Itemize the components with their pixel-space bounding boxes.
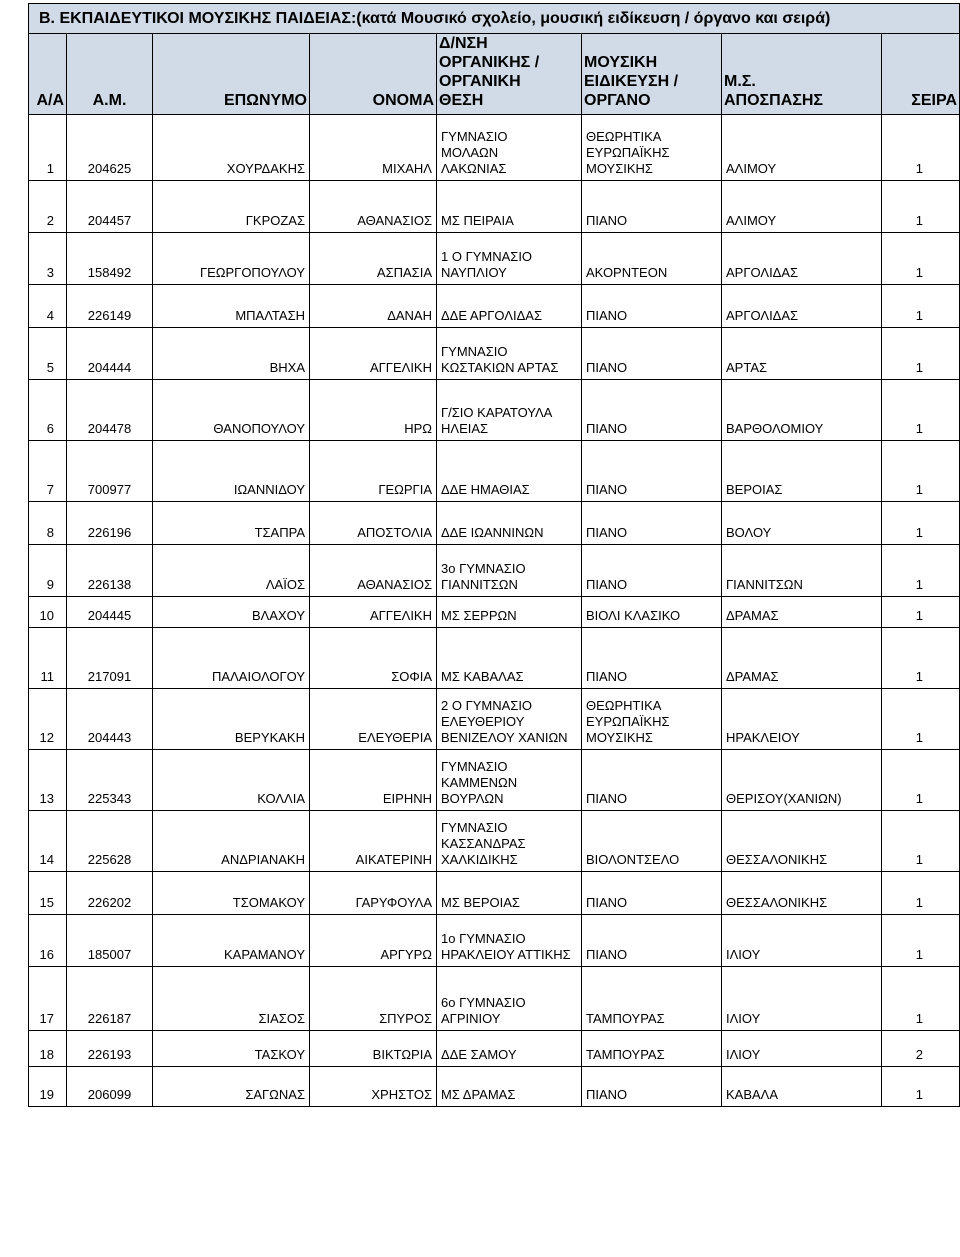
cell-surname: ΚΑΡΑΜΑΝΟΥ: [153, 915, 310, 967]
table-title: Β. ΕΚΠΑΙΔΕΥΤΙΚΟΙ ΜΟΥΣΙΚΗΣ ΠΑΙΔΕΙΑΣ:(κατά Μουσικό σχολείο, μουσική ειδίκευση / όργανο και σειρά): [29, 4, 960, 34]
table-row: [29, 115, 960, 181]
table-row: [29, 628, 960, 689]
cell-specialization: ΘΕΩΡΗΤΙΚΑ ΕΥΡΩΠΑΪΚΗΣ ΜΟΥΣΙΚΗΣ: [582, 689, 722, 750]
cell-secondment: ΑΡΤΑΣ: [722, 328, 882, 380]
cell-first-name: ΓΑΡΥΦΟΥΛΑ: [310, 872, 437, 915]
cell-first-name: ΔΑΝΑΗ: [310, 285, 437, 328]
cell-specialization: ΠΙΑΝΟ: [582, 285, 722, 328]
cell-specialization: ΠΙΑΝΟ: [582, 181, 722, 233]
cell-secondment: ΒΕΡΟΙΑΣ: [722, 441, 882, 502]
cell-am: 204625: [67, 115, 153, 181]
header-am: Α.Μ.: [67, 34, 153, 115]
cell-order: 1: [882, 285, 960, 328]
cell-first-name: ΒΙΚΤΩΡΙΑ: [310, 1031, 437, 1067]
cell-organic-position: ΜΣ ΠΕΙΡΑΙΑ: [437, 181, 582, 233]
cell-order: 1: [882, 1067, 960, 1107]
cell-secondment: ΗΡΑΚΛΕΙΟΥ: [722, 689, 882, 750]
cell-organic-position: ΜΣ ΚΑΒΑΛΑΣ: [437, 628, 582, 689]
cell-am: 185007: [67, 915, 153, 967]
cell-secondment: ΑΡΓΟΛΙΔΑΣ: [722, 285, 882, 328]
table-row: [29, 750, 960, 811]
cell-secondment: ΑΡΓΟΛΙΔΑΣ: [722, 233, 882, 285]
cell-order: 1: [882, 597, 960, 628]
cell-first-name: ΑΘΑΝΑΣΙΟΣ: [310, 181, 437, 233]
cell-specialization: ΠΙΑΝΟ: [582, 915, 722, 967]
cell-organic-position: ΔΔΕ ΗΜΑΘΙΑΣ: [437, 441, 582, 502]
cell-am: 226202: [67, 872, 153, 915]
cell-order: 1: [882, 915, 960, 967]
cell-surname: ΒΗΧΑ: [153, 328, 310, 380]
cell-organic-position: Γ/ΣΙΟ ΚΑΡΑΤΟΥΛΑ ΗΛΕΙΑΣ: [437, 380, 582, 441]
roster-sheet: [28, 3, 959, 1107]
cell-aa: 4: [29, 285, 67, 328]
cell-order: 2: [882, 1031, 960, 1067]
header-first-name: ΟΝΟΜΑ: [310, 34, 437, 115]
cell-specialization: ΤΑΜΠΟΥΡΑΣ: [582, 967, 722, 1031]
cell-secondment: ΑΛΙΜΟΥ: [722, 181, 882, 233]
cell-secondment: ΙΛΙΟΥ: [722, 967, 882, 1031]
cell-specialization: ΒΙΟΛΟΝΤΣΕΛΟ: [582, 811, 722, 872]
table-row: [29, 811, 960, 872]
cell-order: 1: [882, 545, 960, 597]
cell-organic-position: 1ο ΓΥΜΝΑΣΙΟ ΗΡΑΚΛΕΙΟΥ ΑΤΤΙΚΗΣ: [437, 915, 582, 967]
cell-order: 1: [882, 967, 960, 1031]
cell-specialization: ΠΙΑΝΟ: [582, 872, 722, 915]
cell-organic-position: ΓΥΜΝΑΣΙΟ ΜΟΛΑΩΝ ΛΑΚΩΝΙΑΣ: [437, 115, 582, 181]
cell-surname: ΓΚΡΟΖΑΣ: [153, 181, 310, 233]
cell-order: 1: [882, 181, 960, 233]
cell-surname: ΠΑΛΑΙΟΛΟΓΟΥ: [153, 628, 310, 689]
cell-am: 226138: [67, 545, 153, 597]
cell-first-name: ΑΓΓΕΛΙΚΗ: [310, 597, 437, 628]
table-row: [29, 285, 960, 328]
cell-secondment: ΙΛΙΟΥ: [722, 915, 882, 967]
cell-first-name: ΣΠΥΡΟΣ: [310, 967, 437, 1031]
cell-specialization: ΘΕΩΡΗΤΙΚΑ ΕΥΡΩΠΑΪΚΗΣ ΜΟΥΣΙΚΗΣ: [582, 115, 722, 181]
cell-am: 700977: [67, 441, 153, 502]
cell-organic-position: ΜΣ ΔΡΑΜΑΣ: [437, 1067, 582, 1107]
header-music-specialization: ΜΟΥΣΙΚΗ ΕΙΔΙΚΕΥΣΗ / ΟΡΓΑΝΟ: [582, 34, 722, 115]
header-organic-position: Δ/ΝΣΗ ΟΡΓΑΝΙΚΗΣ / ΟΡΓΑΝΙΚΗ ΘΕΣΗ: [437, 34, 582, 115]
cell-aa: 5: [29, 328, 67, 380]
cell-organic-position: ΓΥΜΝΑΣΙΟ ΚΑΜΜΕΝΩΝ ΒΟΥΡΛΩΝ: [437, 750, 582, 811]
cell-first-name: ΑΓΓΕΛΙΚΗ: [310, 328, 437, 380]
header-aa: Α/Α: [29, 34, 67, 115]
cell-aa: 15: [29, 872, 67, 915]
table-row: [29, 502, 960, 545]
cell-surname: ΤΣΑΠΡΑ: [153, 502, 310, 545]
table-row: [29, 967, 960, 1031]
table-row: [29, 1067, 960, 1107]
cell-aa: 18: [29, 1031, 67, 1067]
cell-am: 217091: [67, 628, 153, 689]
cell-surname: ΒΛΑΧΟΥ: [153, 597, 310, 628]
table-title-row: [29, 4, 960, 34]
cell-specialization: ΑΚΟΡΝΤΕΟΝ: [582, 233, 722, 285]
cell-secondment: ΘΕΡΙΣΟΥ(ΧΑΝΙΩΝ): [722, 750, 882, 811]
table-row: [29, 597, 960, 628]
cell-order: 1: [882, 441, 960, 502]
cell-specialization: ΤΑΜΠΟΥΡΑΣ: [582, 1031, 722, 1067]
cell-specialization: ΠΙΑΝΟ: [582, 545, 722, 597]
cell-specialization: ΠΙΑΝΟ: [582, 380, 722, 441]
cell-am: 204445: [67, 597, 153, 628]
cell-am: 206099: [67, 1067, 153, 1107]
cell-aa: 1: [29, 115, 67, 181]
cell-order: 1: [882, 689, 960, 750]
cell-aa: 8: [29, 502, 67, 545]
cell-secondment: ΒΟΛΟΥ: [722, 502, 882, 545]
cell-am: 226196: [67, 502, 153, 545]
table-row: [29, 1031, 960, 1067]
cell-organic-position: 1 Ο ΓΥΜΝΑΣΙΟ ΝΑΥΠΛΙΟΥ: [437, 233, 582, 285]
cell-aa: 13: [29, 750, 67, 811]
cell-specialization: ΠΙΑΝΟ: [582, 1067, 722, 1107]
cell-organic-position: ΔΔΕ ΙΩΑΝΝΙΝΩΝ: [437, 502, 582, 545]
cell-aa: 6: [29, 380, 67, 441]
cell-order: 1: [882, 233, 960, 285]
cell-organic-position: ΜΣ ΣΕΡΡΩΝ: [437, 597, 582, 628]
cell-order: 1: [882, 380, 960, 441]
table-row: [29, 545, 960, 597]
cell-organic-position: ΜΣ ΒΕΡΟΙΑΣ: [437, 872, 582, 915]
cell-organic-position: ΔΔΕ ΣΑΜΟΥ: [437, 1031, 582, 1067]
cell-aa: 3: [29, 233, 67, 285]
cell-first-name: ΓΕΩΡΓΙΑ: [310, 441, 437, 502]
table-row: [29, 380, 960, 441]
cell-surname: ΓΕΩΡΓΟΠΟΥΛΟΥ: [153, 233, 310, 285]
cell-first-name: ΑΡΓΥΡΩ: [310, 915, 437, 967]
header-order: ΣΕΙΡΑ: [882, 34, 960, 115]
cell-first-name: ΑΘΑΝΑΣΙΟΣ: [310, 545, 437, 597]
cell-first-name: ΧΡΗΣΤΟΣ: [310, 1067, 437, 1107]
cell-secondment: ΘΕΣΣΑΛΟΝΙΚΗΣ: [722, 872, 882, 915]
cell-surname: ΧΟΥΡΔΑΚΗΣ: [153, 115, 310, 181]
cell-first-name: ΕΙΡΗΝΗ: [310, 750, 437, 811]
cell-secondment: ΔΡΑΜΑΣ: [722, 597, 882, 628]
cell-specialization: ΠΙΑΝΟ: [582, 628, 722, 689]
cell-aa: 7: [29, 441, 67, 502]
cell-specialization: ΠΙΑΝΟ: [582, 441, 722, 502]
cell-am: 204443: [67, 689, 153, 750]
cell-surname: ΣΑΓΩΝΑΣ: [153, 1067, 310, 1107]
cell-surname: ΚΟΛΛΙΑ: [153, 750, 310, 811]
header-surname: ΕΠΩΝΥΜΟ: [153, 34, 310, 115]
cell-organic-position: ΔΔΕ ΑΡΓΟΛΙΔΑΣ: [437, 285, 582, 328]
cell-surname: ΣΙΑΣΟΣ: [153, 967, 310, 1031]
cell-am: 226149: [67, 285, 153, 328]
cell-secondment: ΔΡΑΜΑΣ: [722, 628, 882, 689]
cell-surname: ΛΑΪΟΣ: [153, 545, 310, 597]
cell-am: 225343: [67, 750, 153, 811]
cell-first-name: ΑΙΚΑΤΕΡΙΝΗ: [310, 811, 437, 872]
cell-first-name: ΕΛΕΥΘΕΡΙΑ: [310, 689, 437, 750]
cell-specialization: ΠΙΑΝΟ: [582, 750, 722, 811]
cell-order: 1: [882, 328, 960, 380]
cell-secondment: ΒΑΡΘΟΛΟΜΙΟΥ: [722, 380, 882, 441]
cell-organic-position: 2 Ο ΓΥΜΝΑΣΙΟ ΕΛΕΥΘΕΡΙΟΥ ΒΕΝΙΖΕΛΟΥ ΧΑΝΙΩΝ: [437, 689, 582, 750]
cell-surname: ΙΩΑΝΝΙΔΟΥ: [153, 441, 310, 502]
cell-aa: 12: [29, 689, 67, 750]
cell-first-name: ΣΟΦΙΑ: [310, 628, 437, 689]
cell-am: 204457: [67, 181, 153, 233]
cell-aa: 2: [29, 181, 67, 233]
cell-am: 226193: [67, 1031, 153, 1067]
cell-organic-position: ΓΥΜΝΑΣΙΟ ΚΑΣΣΑΝΔΡΑΣ ΧΑΛΚΙΔΙΚΗΣ: [437, 811, 582, 872]
table-row: [29, 689, 960, 750]
cell-order: 1: [882, 115, 960, 181]
cell-first-name: ΑΠΟΣΤΟΛΙΑ: [310, 502, 437, 545]
header-row: [29, 34, 960, 115]
cell-surname: ΑΝΔΡΙΑΝΑΚΗ: [153, 811, 310, 872]
cell-am: 226187: [67, 967, 153, 1031]
cell-aa: 9: [29, 545, 67, 597]
cell-aa: 10: [29, 597, 67, 628]
cell-order: 1: [882, 872, 960, 915]
cell-organic-position: 3ο ΓΥΜΝΑΣΙΟ ΓΙΑΝΝΙΤΣΩΝ: [437, 545, 582, 597]
table-row: [29, 328, 960, 380]
cell-am: 204478: [67, 380, 153, 441]
cell-specialization: ΠΙΑΝΟ: [582, 502, 722, 545]
table-row: [29, 872, 960, 915]
cell-aa: 11: [29, 628, 67, 689]
cell-order: 1: [882, 502, 960, 545]
table-row: [29, 181, 960, 233]
header-secondment-school: Μ.Σ. ΑΠΟΣΠΑΣΗΣ: [722, 34, 882, 115]
cell-am: 158492: [67, 233, 153, 285]
table-row: [29, 233, 960, 285]
cell-surname: ΘΑΝΟΠΟΥΛΟΥ: [153, 380, 310, 441]
cell-aa: 14: [29, 811, 67, 872]
cell-order: 1: [882, 628, 960, 689]
music-teachers-table: [28, 3, 960, 1107]
cell-secondment: ΘΕΣΣΑΛΟΝΙΚΗΣ: [722, 811, 882, 872]
cell-first-name: ΑΣΠΑΣΙΑ: [310, 233, 437, 285]
cell-am: 225628: [67, 811, 153, 872]
cell-surname: ΤΑΣΚΟΥ: [153, 1031, 310, 1067]
cell-secondment: ΓΙΑΝΝΙΤΣΩΝ: [722, 545, 882, 597]
cell-surname: ΤΣΟΜΑΚΟΥ: [153, 872, 310, 915]
cell-secondment: ΙΛΙΟΥ: [722, 1031, 882, 1067]
cell-am: 204444: [67, 328, 153, 380]
cell-aa: 19: [29, 1067, 67, 1107]
cell-order: 1: [882, 750, 960, 811]
cell-secondment: ΚΑΒΑΛΑ: [722, 1067, 882, 1107]
cell-organic-position: ΓΥΜΝΑΣΙΟ ΚΩΣΤΑΚΙΩΝ ΑΡΤΑΣ: [437, 328, 582, 380]
table-row: [29, 441, 960, 502]
cell-order: 1: [882, 811, 960, 872]
cell-organic-position: 6ο ΓΥΜΝΑΣΙΟ ΑΓΡΙΝΙΟΥ: [437, 967, 582, 1031]
table-row: [29, 915, 960, 967]
cell-surname: ΒΕΡΥΚΑΚΗ: [153, 689, 310, 750]
cell-surname: ΜΠΑΛΤΑΣΗ: [153, 285, 310, 328]
cell-first-name: ΗΡΩ: [310, 380, 437, 441]
cell-specialization: ΠΙΑΝΟ: [582, 328, 722, 380]
cell-secondment: ΑΛΙΜΟΥ: [722, 115, 882, 181]
cell-first-name: ΜΙΧΑΗΛ: [310, 115, 437, 181]
cell-aa: 16: [29, 915, 67, 967]
cell-specialization: ΒΙΟΛΙ ΚΛΑΣΙΚΟ: [582, 597, 722, 628]
cell-aa: 17: [29, 967, 67, 1031]
